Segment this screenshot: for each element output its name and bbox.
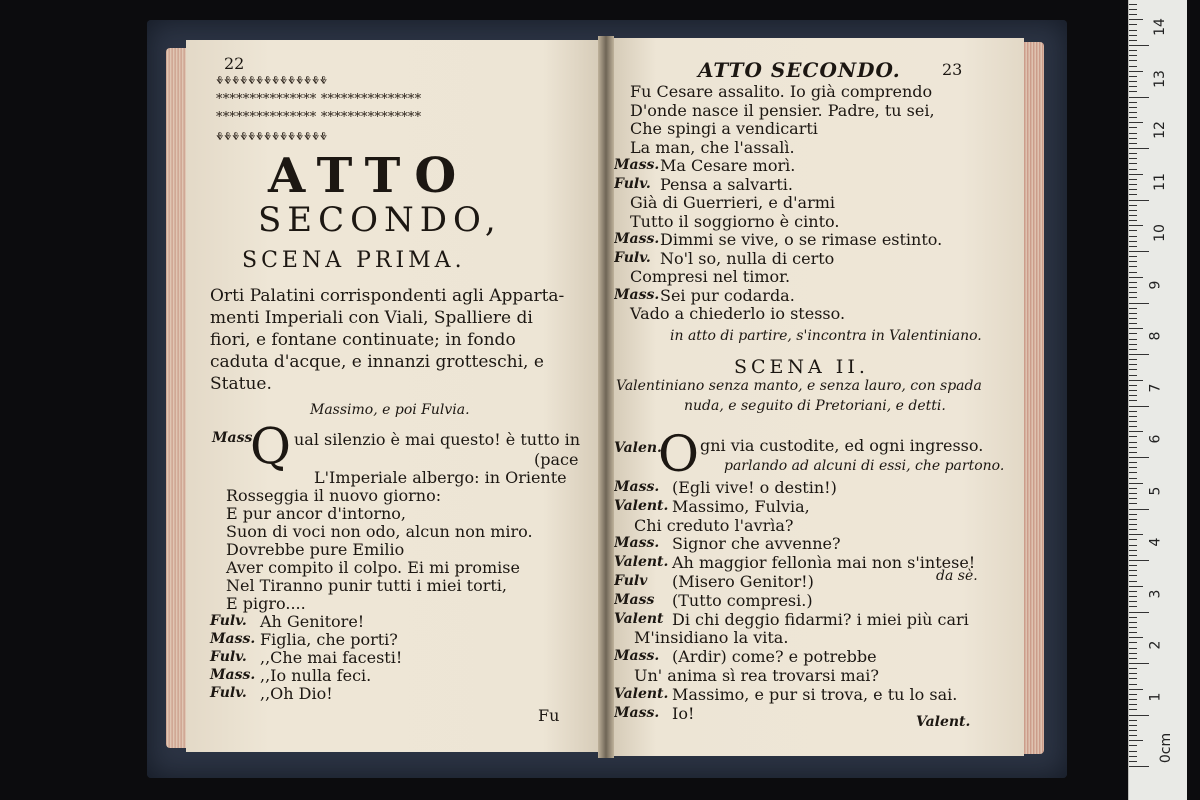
ruler-mm-tick <box>1129 704 1137 705</box>
speaker-label: Mass. <box>210 667 256 683</box>
ruler-mm-tick <box>1129 591 1137 592</box>
ruler-cm-tick <box>1129 200 1149 201</box>
ruler-mm-tick <box>1129 194 1137 195</box>
speaker-label-right: Valen. <box>614 440 662 456</box>
ruler-cm-tick <box>1129 715 1149 716</box>
speaker-label: Valent. <box>614 497 669 514</box>
ruler-mm-tick <box>1129 107 1137 108</box>
ruler-mm-tick <box>1129 236 1137 237</box>
ruler-mm-tick <box>1129 467 1137 468</box>
ruler-mm-tick <box>1129 369 1137 370</box>
ruler-mm-tick <box>1129 359 1137 360</box>
ruler-mm-tick <box>1129 50 1137 51</box>
right-page <box>606 38 1024 756</box>
ruler-mm-tick <box>1129 30 1137 31</box>
verse-line: Compresi nel timor. <box>630 267 791 286</box>
ruler-mm-tick <box>1129 483 1143 484</box>
ruler-mm-tick <box>1129 225 1143 226</box>
description-line: Orti Palatini corrispondenti agli Apparta- <box>210 286 565 306</box>
ruler-mm-tick <box>1129 689 1143 690</box>
ruler-mm-tick <box>1129 241 1137 242</box>
characters-line: Massimo, e poi Fulvia. <box>310 402 470 418</box>
ruler-mm-tick <box>1129 519 1137 520</box>
ruler-mm-tick <box>1129 617 1137 618</box>
ruler-mm-tick <box>1129 91 1137 92</box>
ruler-cm-tick <box>1129 251 1149 252</box>
ruler-cm-tick <box>1129 97 1149 98</box>
ruler-mm-tick <box>1129 565 1137 566</box>
stars-row-2: *************** *************** <box>216 110 422 125</box>
ruler-mm-tick <box>1129 323 1137 324</box>
verse-line: D'onde nasce il pensier. Padre, tu sei, <box>630 100 935 120</box>
ruler-mm-tick <box>1129 436 1137 437</box>
ruler-mm-tick <box>1129 684 1137 685</box>
stage-direction-1: in atto di partire, s'incontra in Valentiniano. <box>670 328 982 344</box>
ruler-mm-tick <box>1129 71 1143 72</box>
speaker-label: Mass. <box>210 631 256 647</box>
ruler-mm-tick <box>1129 751 1137 752</box>
ruler-mm-tick <box>1129 189 1137 190</box>
ruler-mm-tick <box>1129 545 1137 546</box>
ruler-mm-tick <box>1129 720 1137 721</box>
running-header: ATTO SECONDO. <box>698 58 901 82</box>
verse-line: Vado a chiederlo io stesso. <box>630 304 846 323</box>
ruler-mm-tick <box>1129 153 1137 154</box>
ruler-mm-tick <box>1129 503 1137 504</box>
verse-line: Sei pur codarda. <box>660 285 795 305</box>
ruler-mm-tick <box>1129 400 1137 401</box>
ruler-mm-tick <box>1129 246 1137 247</box>
speaker-label: Fulv. <box>210 613 247 629</box>
scene-title-right: SCENA II. <box>734 356 869 378</box>
ruler-mm-tick <box>1129 210 1137 211</box>
ruler-mm-tick <box>1129 601 1137 602</box>
scene-title-left: SCENA PRIMA. <box>242 248 466 273</box>
ruler-mm-tick <box>1129 9 1137 10</box>
ruler-mm-tick <box>1129 158 1137 159</box>
verse-line: Nel Tiranno punir tutti i miei torti, <box>226 576 507 595</box>
ruler-mm-tick <box>1129 14 1137 15</box>
ruler-mm-tick <box>1129 282 1137 283</box>
ruler-mm-tick <box>1129 313 1137 314</box>
ruler-mm-tick <box>1129 498 1137 499</box>
ruler-mm-tick <box>1129 575 1137 576</box>
ruler-mm-tick <box>1129 333 1137 334</box>
ruler-mm-tick <box>1129 215 1137 216</box>
ruler-number: 6 <box>1147 434 1164 444</box>
speaker-label: Mass. <box>614 535 660 552</box>
verse-line: Fu Cesare assalito. Io già comprendo <box>630 82 933 101</box>
ruler-mm-tick <box>1129 395 1137 396</box>
ruler-mm-tick <box>1129 606 1137 607</box>
ruler-mm-tick <box>1129 261 1137 262</box>
ruler-mm-tick <box>1129 642 1137 643</box>
ruler-number: 12 <box>1151 121 1168 139</box>
ruler-number: 5 <box>1147 486 1164 495</box>
ruler-mm-tick <box>1129 452 1137 453</box>
ruler-mm-tick <box>1129 709 1137 710</box>
ruler-mm-tick <box>1129 375 1137 376</box>
ruler-cm-tick <box>1129 406 1149 407</box>
ruler-cm-tick <box>1129 354 1149 355</box>
ruler-mm-tick <box>1129 539 1137 540</box>
ruler-mm-tick <box>1129 534 1143 535</box>
page-number-right: 23 <box>942 60 963 79</box>
ruler-mm-tick <box>1129 60 1137 61</box>
ruler-mm-tick <box>1129 416 1137 417</box>
scene-description-line: nuda, e seguito di Pretoriani, e detti. <box>684 398 946 414</box>
description-line: Statue. <box>210 374 272 394</box>
ruler-mm-tick <box>1129 673 1137 674</box>
ruler-mm-tick <box>1129 390 1137 391</box>
ruler-mm-tick <box>1129 133 1137 134</box>
ruler-mm-tick <box>1129 102 1137 103</box>
verse-line: E pigro.... <box>226 594 306 613</box>
verse-line: Che spingi a vendicarti <box>630 119 818 138</box>
ruler-mm-tick <box>1129 339 1137 340</box>
verse-line: (Tutto compresi.) <box>672 590 813 610</box>
ruler-mm-tick <box>1129 648 1137 649</box>
verse-line: Io! <box>672 703 695 723</box>
ruler-mm-tick <box>1129 529 1137 530</box>
verse-line: Signor che avvenne? <box>672 534 841 554</box>
ruler-mm-tick <box>1129 169 1137 170</box>
verse-line: La man, che l'assalì. <box>630 137 795 157</box>
ruler-number: 3 <box>1147 589 1164 598</box>
speaker-label: Fulv <box>614 573 648 589</box>
ruler-mm-tick <box>1129 117 1137 118</box>
ruler-mm-tick <box>1129 266 1137 267</box>
verse-line: Ah Genitore! <box>260 612 365 631</box>
ruler-number: 14 <box>1151 18 1168 36</box>
ruler-mm-tick <box>1129 678 1137 679</box>
ruler-mm-tick <box>1129 81 1137 82</box>
ruler-mm-tick <box>1129 745 1137 746</box>
ruler-mm-tick <box>1129 740 1143 741</box>
verse-line: L'Imperiale albergo: in Oriente <box>314 468 567 487</box>
ruler-mm-tick <box>1129 570 1137 571</box>
ruler-mm-tick <box>1129 730 1137 731</box>
ruler-number: 8 <box>1147 331 1164 341</box>
ruler-number: 7 <box>1147 383 1164 392</box>
ruler-mm-tick <box>1129 653 1137 654</box>
ruler-mm-tick <box>1129 462 1137 463</box>
verse-line: Pensa a salvarti. <box>660 174 794 194</box>
speaker-label: Fulv. <box>210 649 247 665</box>
ruler-mm-tick <box>1129 292 1137 293</box>
verse-line: Chi creduto l'avrìa? <box>634 515 794 535</box>
ruler-mm-tick <box>1129 596 1137 597</box>
speaker-label: Mass. <box>212 430 258 446</box>
ruler-mm-tick <box>1129 586 1143 587</box>
verse-line: Un' anima sì rea trovarsi mai? <box>634 666 879 685</box>
ruler-mm-tick <box>1129 411 1137 412</box>
ruler-mm-tick <box>1129 86 1137 87</box>
ruler-mm-tick <box>1129 627 1137 628</box>
verse-line: ,,Che mai facesti! <box>260 648 403 667</box>
ruler-number: 1 <box>1147 692 1164 701</box>
ruler-mm-tick <box>1129 725 1137 726</box>
ruler-number: 11 <box>1151 172 1168 191</box>
verse-line: ,,Io nulla feci. <box>260 666 372 685</box>
ruler-mm-tick <box>1129 385 1137 386</box>
verse-line: Aver compito il colpo. Ei mi promise <box>226 558 520 577</box>
ruler-mm-tick <box>1129 76 1137 77</box>
ruler-mm-tick <box>1129 622 1137 623</box>
verse-line: No'l so, nulla di certo <box>660 248 835 268</box>
verse-line: Figlia, che porti? <box>260 630 398 649</box>
ruler-cm-tick <box>1129 303 1149 304</box>
speaker-label: Mass. <box>614 648 660 665</box>
ruler-mm-tick <box>1129 40 1137 41</box>
ruler-mm-tick <box>1129 163 1137 164</box>
ruler-mm-tick <box>1129 581 1137 582</box>
ruler-mm-tick <box>1129 380 1143 381</box>
ruler-mm-tick <box>1129 174 1143 175</box>
ruler-mm-tick <box>1129 514 1137 515</box>
description-line: caduta d'acque, e innanzi grotteschi, e <box>210 352 544 372</box>
ornament-bottom: ⰷⰷⰷⰷⰷⰷⰷⰷⰷⰷⰷⰷⰷⰷ <box>216 128 328 146</box>
description-line: fiori, e fontane continuate; in fondo <box>210 330 516 350</box>
verse-line: E pur ancor d'intorno, <box>226 504 407 523</box>
ruler-mm-tick <box>1129 344 1137 345</box>
ruler-cm-tick <box>1129 509 1149 510</box>
ruler-mm-tick <box>1129 277 1143 278</box>
ruler-mm-tick <box>1129 431 1143 432</box>
verse-line-first: ual silenzio è mai questo! è tutto in <box>294 430 581 449</box>
stage-direction-2: parlando ad alcuni di essi, che partono. <box>724 458 1005 474</box>
ruler-mm-tick <box>1129 179 1137 180</box>
ruler-mm-tick <box>1129 637 1143 638</box>
ruler-mm-tick <box>1129 555 1137 556</box>
ruler-mm-tick <box>1129 19 1143 20</box>
ruler-mm-tick <box>1129 66 1137 67</box>
page-number-left: 22 <box>224 54 245 73</box>
ruler-mm-tick <box>1129 524 1137 525</box>
ruler-mm-tick <box>1129 297 1137 298</box>
ruler-mm-tick <box>1129 694 1137 695</box>
drop-cap: Q <box>250 417 291 475</box>
catchword-left: Fu <box>538 706 560 725</box>
verse-line: Suon di voci non odo, alcun non miro. <box>226 522 533 541</box>
ruler-mm-tick <box>1129 761 1137 762</box>
drop-cap-right: O <box>658 425 699 483</box>
ruler-mm-tick <box>1129 364 1137 365</box>
verse-line: (Misero Genitor!) <box>672 572 814 591</box>
ruler-mm-tick <box>1129 24 1137 25</box>
ruler-mm-tick <box>1129 349 1137 350</box>
ruler-mm-tick <box>1129 442 1137 443</box>
ruler-mm-tick <box>1129 493 1137 494</box>
ruler-mm-tick <box>1129 756 1137 757</box>
page-edges-left <box>166 48 188 748</box>
verse-line: Già di Guerrieri, e d'armi <box>630 193 836 212</box>
ruler-mm-tick <box>1129 632 1137 633</box>
ruler-number: 0cm <box>1158 732 1175 764</box>
speaker-label: Mass. <box>614 286 660 303</box>
ruler-cm-tick <box>1129 457 1149 458</box>
verse-line: Massimo, Fulvia, <box>672 496 810 516</box>
ruler-mm-tick <box>1129 35 1137 36</box>
verse-line: Tutto il soggiorno è cinto. <box>630 211 840 231</box>
ruler-number: 10 <box>1151 224 1168 242</box>
ruler-mm-tick <box>1129 256 1137 257</box>
ruler-mm-tick <box>1129 658 1137 659</box>
speaker-label: Mass <box>614 591 655 608</box>
aside-direction: da sè. <box>936 568 978 584</box>
speaker-label: Mass. <box>614 704 660 721</box>
ruler-mm-tick <box>1129 112 1137 113</box>
verse-line: Massimo, e pur si trova, e tu lo sai. <box>672 684 958 704</box>
ruler-number: 13 <box>1151 69 1168 88</box>
verse-line: (Egli vive! o destin!) <box>672 478 837 497</box>
ruler-cm-tick <box>1129 612 1149 613</box>
ruler-mm-tick <box>1129 205 1137 206</box>
ruler-cm-tick <box>1129 560 1149 561</box>
description-line: menti Imperiali con Viali, Spalliere di <box>210 308 533 328</box>
verse-line: (Ardir) come? e potrebbe <box>672 647 877 667</box>
act-title: ATTO <box>268 148 471 204</box>
catchword-right: Valent. <box>916 714 971 730</box>
ruler-mm-tick <box>1129 55 1137 56</box>
left-page <box>186 40 606 752</box>
ruler-mm-tick <box>1129 735 1137 736</box>
verse-line: ,,Oh Dio! <box>260 684 333 703</box>
ruler-mm-tick <box>1129 550 1137 551</box>
speaker-label: Valent. <box>614 554 669 571</box>
ruler-number: 4 <box>1147 537 1164 547</box>
speaker-label: Mass. <box>614 157 660 173</box>
ruler-mm-tick <box>1129 122 1143 123</box>
ruler-mm-tick <box>1129 230 1137 231</box>
ruler-mm-tick <box>1129 699 1137 700</box>
ruler-mm-tick <box>1129 328 1143 329</box>
ruler-mm-tick <box>1129 220 1137 221</box>
speaker-label: Valent <box>614 610 664 627</box>
ruler-mm-tick <box>1129 4 1137 5</box>
verse-line: M'insidiano la vita. <box>634 628 789 648</box>
ruler-cm-tick <box>1129 663 1149 664</box>
speaker-label: Mass. <box>614 479 660 495</box>
ruler-mm-tick <box>1129 127 1137 128</box>
ruler-mm-tick <box>1129 426 1137 427</box>
ruler-mm-tick <box>1129 272 1137 273</box>
book-gutter <box>598 36 614 758</box>
verse-line: Ah maggior fellonìa mai non s'intese! <box>672 553 976 573</box>
ruler-cm-tick <box>1129 45 1149 46</box>
ornament-top: ⰷⰷⰷⰷⰷⰷⰷⰷⰷⰷⰷⰷⰷⰷ <box>216 72 328 90</box>
ruler-mm-tick <box>1129 287 1137 288</box>
ruler-mm-tick <box>1129 668 1137 669</box>
ruler-mm-tick <box>1129 138 1137 139</box>
speaker-label: Fulv. <box>614 249 651 266</box>
verse-continuation: (pace <box>534 450 579 469</box>
ruler-mm-tick <box>1129 478 1137 479</box>
act-subtitle: SECONDO, <box>258 200 502 240</box>
ruler-mm-tick <box>1129 488 1137 489</box>
ruler-cm-tick <box>1129 148 1149 149</box>
verse-line: Di chi deggio fidarmi? i miei più cari <box>672 609 969 629</box>
ruler-mm-tick <box>1129 184 1137 185</box>
ruler-number: 2 <box>1147 640 1164 650</box>
verse-line: Rosseggia il nuovo giorno: <box>226 486 442 505</box>
ruler-mm-tick <box>1129 447 1137 448</box>
ruler-mm-tick <box>1129 308 1137 309</box>
speaker-label: Mass. <box>614 231 660 247</box>
speaker-label: Valent. <box>614 685 669 702</box>
ruler-mm-tick <box>1129 472 1137 473</box>
scene-description-line: Valentiniano senza manto, e senza lauro, con spada <box>616 378 982 394</box>
speaker-label: Fulv. <box>210 685 247 701</box>
ruler-mm-tick <box>1129 421 1137 422</box>
verse-line: Dovrebbe pure Emilio <box>226 540 405 559</box>
measuring-ruler <box>1128 0 1187 800</box>
ruler-cm-tick <box>1129 766 1149 767</box>
verse-line: Ma Cesare morì. <box>660 156 796 175</box>
stars-row-1: *************** *************** <box>216 92 422 107</box>
verse-line-first-right: gni via custodite, ed ogni ingresso. <box>700 436 984 455</box>
ruler-mm-tick <box>1129 318 1137 319</box>
speaker-label: Fulv. <box>614 175 651 192</box>
ruler-number: 9 <box>1147 280 1164 289</box>
verse-line: Dimmi se vive, o se rimase estinto. <box>660 230 943 249</box>
ruler-mm-tick <box>1129 143 1137 144</box>
